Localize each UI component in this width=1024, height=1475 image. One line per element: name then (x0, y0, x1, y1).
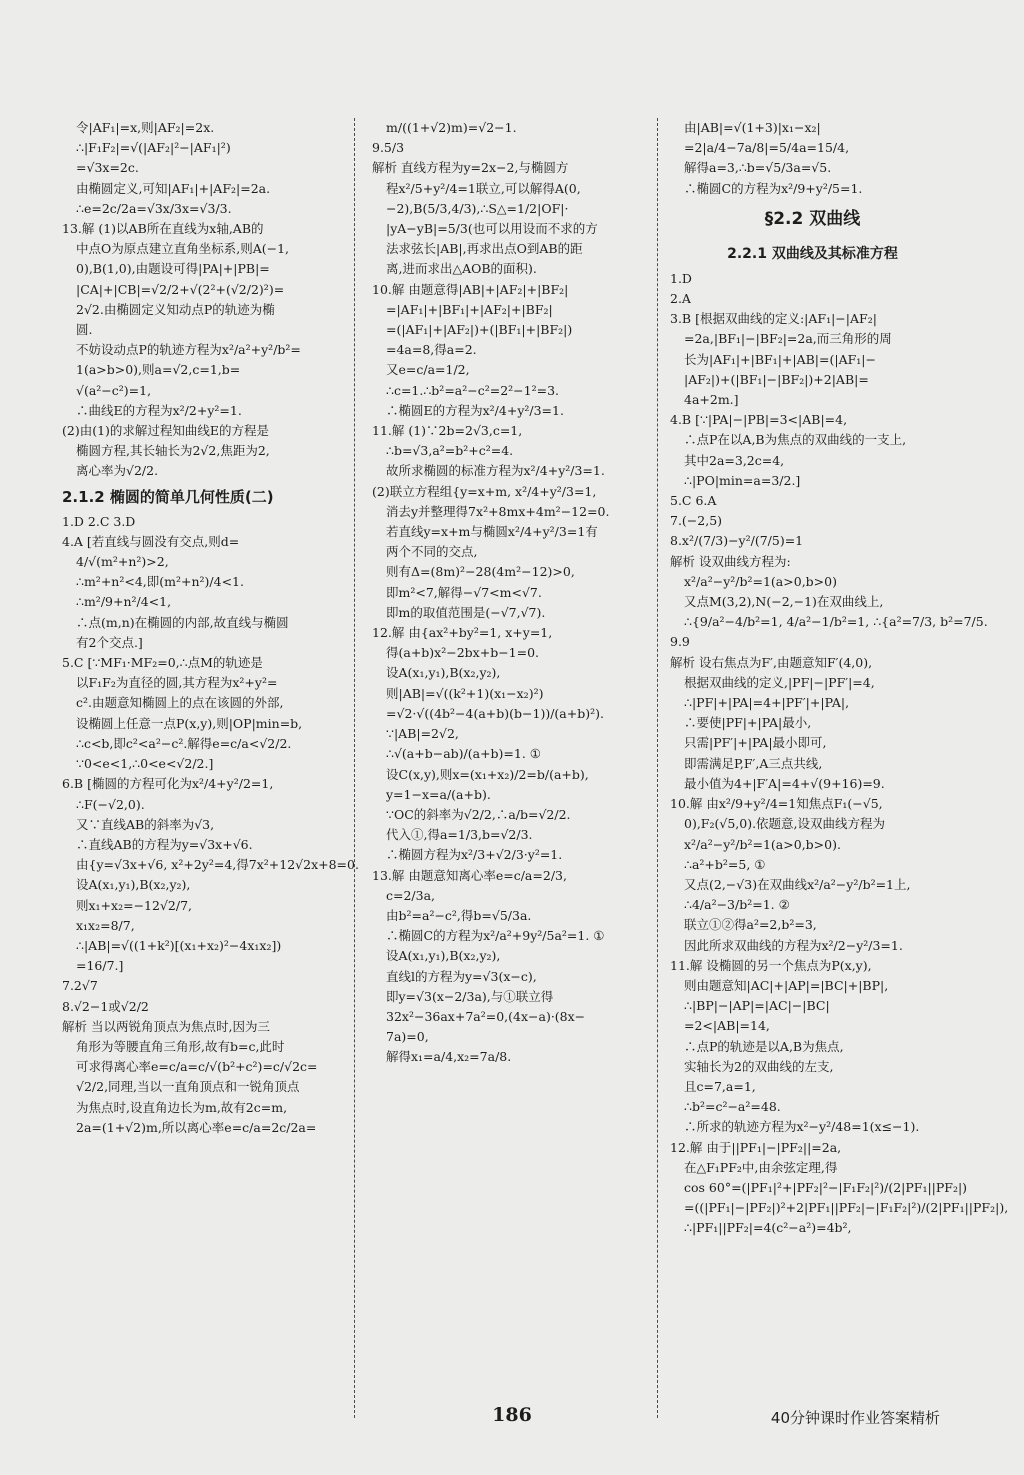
text-line: 若直线y=x+m与椭圆x²/4+y²/3=1有 (386, 524, 598, 540)
text-line: 2a=(1+√2)m,所以离心率e=c/a=2c/2a= (76, 1119, 317, 1135)
text-line: 因此所求双曲线的方程为x²/2−y²/3=1. (684, 937, 903, 953)
text-line: ∴|PF₁||PF₂|=4(c²−a²)=4b², (684, 1220, 852, 1236)
text-line: ∴c=1.∴b²=a²−c²=2²−1²=3. (386, 382, 560, 398)
text-line: x²/a²−y²/b²=1(a>0,b>0) (684, 573, 837, 589)
text-line: 又∵直线AB的斜率为√3, (76, 816, 215, 832)
text-line: 程x²/5+y²/4=1联立,可以解得A(0, (386, 180, 581, 196)
column-middle (372, 118, 647, 1068)
column-right (670, 118, 1009, 1239)
text-line: 实轴长为2的双曲线的左支, (684, 1058, 834, 1074)
text-line: 又e=c/a=1/2, (386, 362, 470, 378)
text-line: 设C(x,y),则x=(x₁+x₂)/2=b/(a+b), (386, 766, 589, 782)
text-line: 根据双曲线的定义,|PF|−|PF′|=4, (684, 674, 875, 690)
text-line: 12.解 由{ax²+by²=1, x+y=1, (372, 625, 553, 641)
text-line: 其中2a=3,2c=4, (684, 452, 785, 468)
subsection-heading: 2.2.1 双曲线及其标准方程 (727, 245, 898, 262)
text-line: 可求得离心率e=c/a=c/√(b²+c²)=c/√2c= (76, 1059, 318, 1075)
text-line: 离,进而求出△AOB的面积). (386, 261, 537, 277)
text-line: ∴c<b,即c²<a²−c².解得e=c/a<√2/2. (76, 735, 292, 751)
text-line: (2)由(1)的求解过程知曲线E的方程是 (62, 423, 270, 439)
text-line: ∴{9/a²−4/b²=1, 4/a²−1/b²=1, ∴{a²=7/3, b²=7/5. (684, 614, 988, 630)
text-line: ∴b²=c²−a²=48. (684, 1099, 781, 1115)
text-line: 解析 当以两锐角顶点为焦点时,因为三 (62, 1018, 270, 1034)
text-line: 两个不同的交点, (386, 544, 478, 560)
text-line: ∴要使|PF|+|PA|最小, (684, 715, 812, 731)
text-line: 13.解 (1)以AB所在直线为x轴,AB的 (62, 221, 264, 237)
text-line: 设椭圆上任意一点P(x,y),则|OP|min=b, (76, 715, 303, 731)
subsection-heading: 2.1.2 椭圆的简单几何性质(二) (62, 487, 274, 506)
text-line: √(a²−c²)=1, (76, 382, 152, 398)
text-line: 1.D 2.C 3.D (62, 513, 136, 529)
text-line: 在△F₁PF₂中,由余弦定理,得 (684, 1159, 838, 1175)
text-line: ∵0<e<1,∴0<e<√2/2.] (76, 756, 214, 772)
column-left (62, 118, 359, 1138)
text-line: ∴|PO|min=a=3/2.] (684, 472, 801, 488)
text-line: 则由题意知|AC|+|AP|=|BC|+|BP|, (684, 977, 889, 993)
text-line: 解得x₁=a/4,x₂=7a/8. (386, 1049, 512, 1065)
text-line: 只需|PF′|+|PA|最小即可, (684, 735, 827, 751)
text-line: 11.解 (1)∵2b=2√3,c=1, (372, 423, 523, 439)
text-line: 7.(−2,5) (670, 513, 723, 529)
text-line: 13.解 由题意知离心率e=c/a=2/3, (372, 867, 567, 883)
text-line: =√2·√((4b²−4(a+b)(b−1))/(a+b)²). (386, 705, 604, 721)
text-line: 最小值为4+|F′A|=4+√(9+16)=9. (684, 775, 885, 791)
text-line: 11.解 设椭圆的另一个焦点为P(x,y), (670, 957, 872, 973)
text-line: 圆. (76, 322, 93, 338)
text-line: 设A(x₁,y₁),B(x₂,y₂), (386, 948, 501, 964)
text-line: 10.解 由x²/9+y²/4=1知焦点F₁(−√5, (670, 796, 883, 812)
text-line: (2)联立方程组{y=x+m, x²/4+y²/3=1, (372, 483, 597, 499)
text-line: 设A(x₁,y₁),B(x₂,y₂), (76, 877, 191, 893)
column-divider (657, 118, 658, 1418)
text-line: ∴曲线E的方程为x²/2+y²=1. (76, 402, 242, 418)
text-line: 由|AB|=√(1+3)|x₁−x₂| (684, 120, 821, 135)
text-line: 则有Δ=(8m)²−28(4m²−12)>0, (386, 564, 575, 580)
text-line: c².由题意知椭圆上的点在该圆的外部, (76, 695, 284, 711)
text-line: 7.2√7 (62, 978, 98, 994)
text-line: 2.A (670, 291, 691, 307)
text-line: ∵|AB|=2√2, (386, 726, 459, 742)
text-line: ∴√(a+b−ab)/(a+b)=1. ① (386, 746, 541, 762)
text-line: ∴椭圆E的方程为x²/4+y²/3=1. (386, 402, 564, 418)
text-line: ∴点(m,n)在椭圆的内部,故直线与椭圆 (76, 614, 289, 630)
text-line: 则x₁+x₂=−12√2/7, (76, 897, 193, 913)
text-line: 3.B [根据双曲线的定义:|AF₁|−|AF₂| (670, 311, 877, 327)
text-line: 5.C [∵MF₁·MF₂=0,∴点M的轨迹是 (62, 655, 263, 671)
page-number: 186 (492, 1404, 532, 1426)
text-line: =2<|AB|=14, (684, 1018, 770, 1034)
text-line: 6.B [椭圆的方程可化为x²/4+y²/2=1, (62, 776, 274, 792)
text-line: ∴F(−√2,0). (76, 796, 145, 812)
column-divider (354, 118, 355, 1418)
text-line: |AF₂|)+(|BF₁|−|BF₂|)+2|AB|= (684, 371, 869, 387)
text-line: 为焦点时,设直角边长为m,故有2c=m, (76, 1099, 288, 1115)
text-line: 0),B(1,0),由题设可得|PA|+|PB|= (76, 261, 270, 277)
text-line: 角形为等腰直角三角形,故有b=c,此时 (76, 1038, 285, 1054)
text-line: ∴所求的轨迹方程为x²−y²/48=1(x≤−1). (684, 1119, 920, 1135)
text-line: |CA|+|CB|=√2/2+√(2²+(√2/2)²)= (76, 281, 285, 297)
text-line: ∴4/a²−3/b²=1. ② (684, 897, 790, 913)
text-line: 中点O为原点建立直角坐标系,则A(−1, (76, 241, 290, 257)
text-line: x₁x₂=8/7, (76, 917, 135, 933)
text-line: =2a,|BF₁|−|BF₂|=2a,而三角形的周 (684, 331, 892, 347)
text-line: 0),F₂(√5,0).依题意,设双曲线方程为 (684, 816, 886, 832)
text-line: 则|AB|=√((k²+1)(x₁−x₂)²) (386, 685, 544, 701)
text-line: 8.x²/(7/3)−y²/(7/5)=1 (670, 533, 804, 549)
section-heading: §2.2 双曲线 (764, 208, 861, 229)
text-line: ∴m²+n²<4,即(m²+n²)/4<1. (76, 574, 244, 590)
text-line: 即需满足P,F′,A三点共线, (684, 755, 823, 771)
text-line: ∴|PF|+|PA|=4+|PF′|+|PA|, (684, 695, 850, 711)
text-line: 长为|AF₁|+|BF₁|+|AB|=(|AF₁|− (684, 351, 876, 367)
text-line: 由椭圆定义,可知|AF₁|+|AF₂|=2a. (76, 180, 271, 196)
text-line: 4a+2m.] (684, 392, 739, 408)
text-line: 离心率为√2/2. (76, 463, 159, 479)
text-line: 解析 设双曲线方程为: (670, 553, 791, 569)
text-line: 7a)=0, (386, 1029, 429, 1045)
text-line: 直线l的方程为y=√3(x−c), (386, 968, 537, 984)
text-line: =16/7.] (76, 958, 124, 974)
text-line: 9.9 (670, 634, 690, 650)
text-line: 4/√(m²+n²)>2, (76, 554, 169, 570)
text-line: 令|AF₁|=x,则|AF₂|=2x. (76, 120, 215, 135)
text-line: 即y=√3(x−2/3a),与①联立得 (386, 988, 554, 1004)
text-line: 消去y并整理得7x²+8mx+4m²−12=0. (386, 503, 610, 519)
text-line: 不妨设动点P的轨迹方程为x²/a²+y²/b²= (76, 342, 301, 358)
text-line: 解析 直线方程为y=2x−2,与椭圆方 (372, 160, 569, 176)
text-line: 又点(2,−√3)在双曲线x²/a²−y²/b²=1上, (684, 876, 911, 892)
text-line: 有2个交点.] (76, 634, 143, 650)
text-line: =|AF₁|+|BF₁|+|AF₂|+|BF₂| (386, 301, 553, 317)
text-line: ∴m²/9+n²/4<1, (76, 594, 172, 610)
text-line: x²/a²−y²/b²=1(a>0,b>0). (684, 836, 841, 852)
text-line: 2√2.由椭圆定义知动点P的轨迹为椭 (76, 301, 275, 317)
text-line: 椭圆方程,其长轴长为2√2,焦距为2, (76, 443, 270, 459)
text-line: ∴|AB|=√((1+k²)[(x₁+x₂)²−4x₁x₂]) (76, 937, 282, 953)
text-line: 8.√2−1或√2/2 (62, 998, 149, 1014)
text-line: −2),B(5/3,4/3),∴S△=1/2|OF|· (386, 200, 569, 216)
text-line: =4a=8,得a=2. (386, 342, 477, 358)
text-line: ∴b=√3,a²=b²+c²=4. (386, 443, 514, 459)
text-line: ∴椭圆C的方程为x²/9+y²/5=1. (684, 180, 863, 196)
text-line: ∴直线AB的方程为y=√3x+√6. (76, 836, 253, 852)
text-line: 且c=7,a=1, (684, 1078, 756, 1094)
text-line: =((|PF₁|−|PF₂|)²+2|PF₁||PF₂|−|F₁F₂|²)/(2|PF₁||PF₂|), (684, 1200, 1009, 1216)
text-line: 10.解 由题意得|AB|+|AF₂|+|BF₂| (372, 281, 569, 297)
text-line: ∴|F₁F₂|=√(|AF₂|²−|AF₁|²) (76, 140, 231, 156)
text-line: ∵OC的斜率为√2/2,∴a/b=√2/2. (386, 806, 571, 822)
text-line: 4.A [若直线与圆没有交点,则d= (62, 533, 240, 549)
text-line: =√3x=2c. (76, 160, 139, 176)
text-line: 由b²=a²−c²,得b=√5/3a. (386, 907, 532, 923)
text-line: 32x²−36ax+7a²=0,(4x−a)·(8x− (386, 1008, 586, 1024)
text-line: ∴点P的轨迹是以A,B为焦点, (684, 1038, 844, 1054)
text-line: 联立①②得a²=2,b²=3, (684, 917, 817, 933)
text-line: 法求弦长|AB|,再求出点O到AB的距 (386, 241, 583, 257)
text-line: 由{y=√3x+√6, x²+2y²=4,得7x²+12√2x+8=0. (76, 857, 359, 873)
text-line: 解得a=3,∴b=√5/3a=√5. (684, 160, 832, 176)
footer-title: 40分钟课时作业答案精析 (770, 1409, 940, 1427)
text-line: |yA−yB|=5/3(也可以用设而不求的方 (386, 221, 598, 237)
text-line: =2|a/4−7a/8|=5/4a=15/4, (684, 140, 850, 156)
text-line: 代入①,得a=1/3,b=√2/3. (386, 827, 533, 843)
text-line: m/((1+√2)m)=√2−1. (386, 120, 517, 135)
text-line: ∴椭圆方程为x²/3+√2/3·y²=1. (386, 847, 563, 863)
text-line: 设A(x₁,y₁),B(x₂,y₂), (386, 665, 501, 681)
text-line: 以F₁F₂为直径的圆,其方程为x²+y²= (76, 675, 278, 691)
text-line: ∴点P在以A,B为焦点的双曲线的一支上, (684, 432, 907, 448)
text-line: 即m²<7,解得−√7<m<√7. (386, 584, 542, 600)
text-line: ∴|BP|−|AP|=|AC|−|BC| (684, 998, 830, 1014)
text-line: 12.解 由于||PF₁|−|PF₂||=2a, (670, 1139, 842, 1155)
text-line: 5.C 6.A (670, 493, 717, 509)
text-line: c=2/3a, (386, 887, 436, 903)
text-line: 9.5/3 (372, 140, 405, 156)
text-line: ∴a²+b²=5, ① (684, 856, 766, 872)
text-line: 1.D (670, 270, 692, 286)
text-line: 即m的取值范围是(−√7,√7). (386, 604, 546, 620)
text-line: √2/2,同理,当以一直角顶点和一锐角顶点 (76, 1079, 300, 1095)
text-line: 又点M(3,2),N(−2,−1)在双曲线上, (684, 594, 884, 610)
text-line: cos 60°=(|PF₁|²+|PF₂|²−|F₁F₂|²)/(2|PF₁||PF₂|) (684, 1179, 968, 1195)
text-line: y=1−x=a/(a+b). (386, 786, 491, 802)
text-line: 4.B [∵|PA|−|PB|=3<|AB|=4, (670, 412, 848, 428)
text-line: 解析 设右焦点为F′,由题意知F′(4,0), (670, 654, 873, 670)
text-line: 故所求椭圆的标准方程为x²/4+y²/3=1. (386, 463, 605, 479)
text-line: 得(a+b)x²−2bx+b−1=0. (386, 645, 540, 661)
text-line: ∴椭圆C的方程为x²/a²+9y²/5a²=1. ① (386, 928, 605, 944)
text-line: =(|AF₁|+|AF₂|)+(|BF₁|+|BF₂|) (386, 322, 573, 338)
text-line: ∴e=2c/2a=√3x/3x=√3/3. (76, 200, 232, 216)
text-line: 1(a>b>0),则a=√2,c=1,b= (76, 362, 241, 378)
